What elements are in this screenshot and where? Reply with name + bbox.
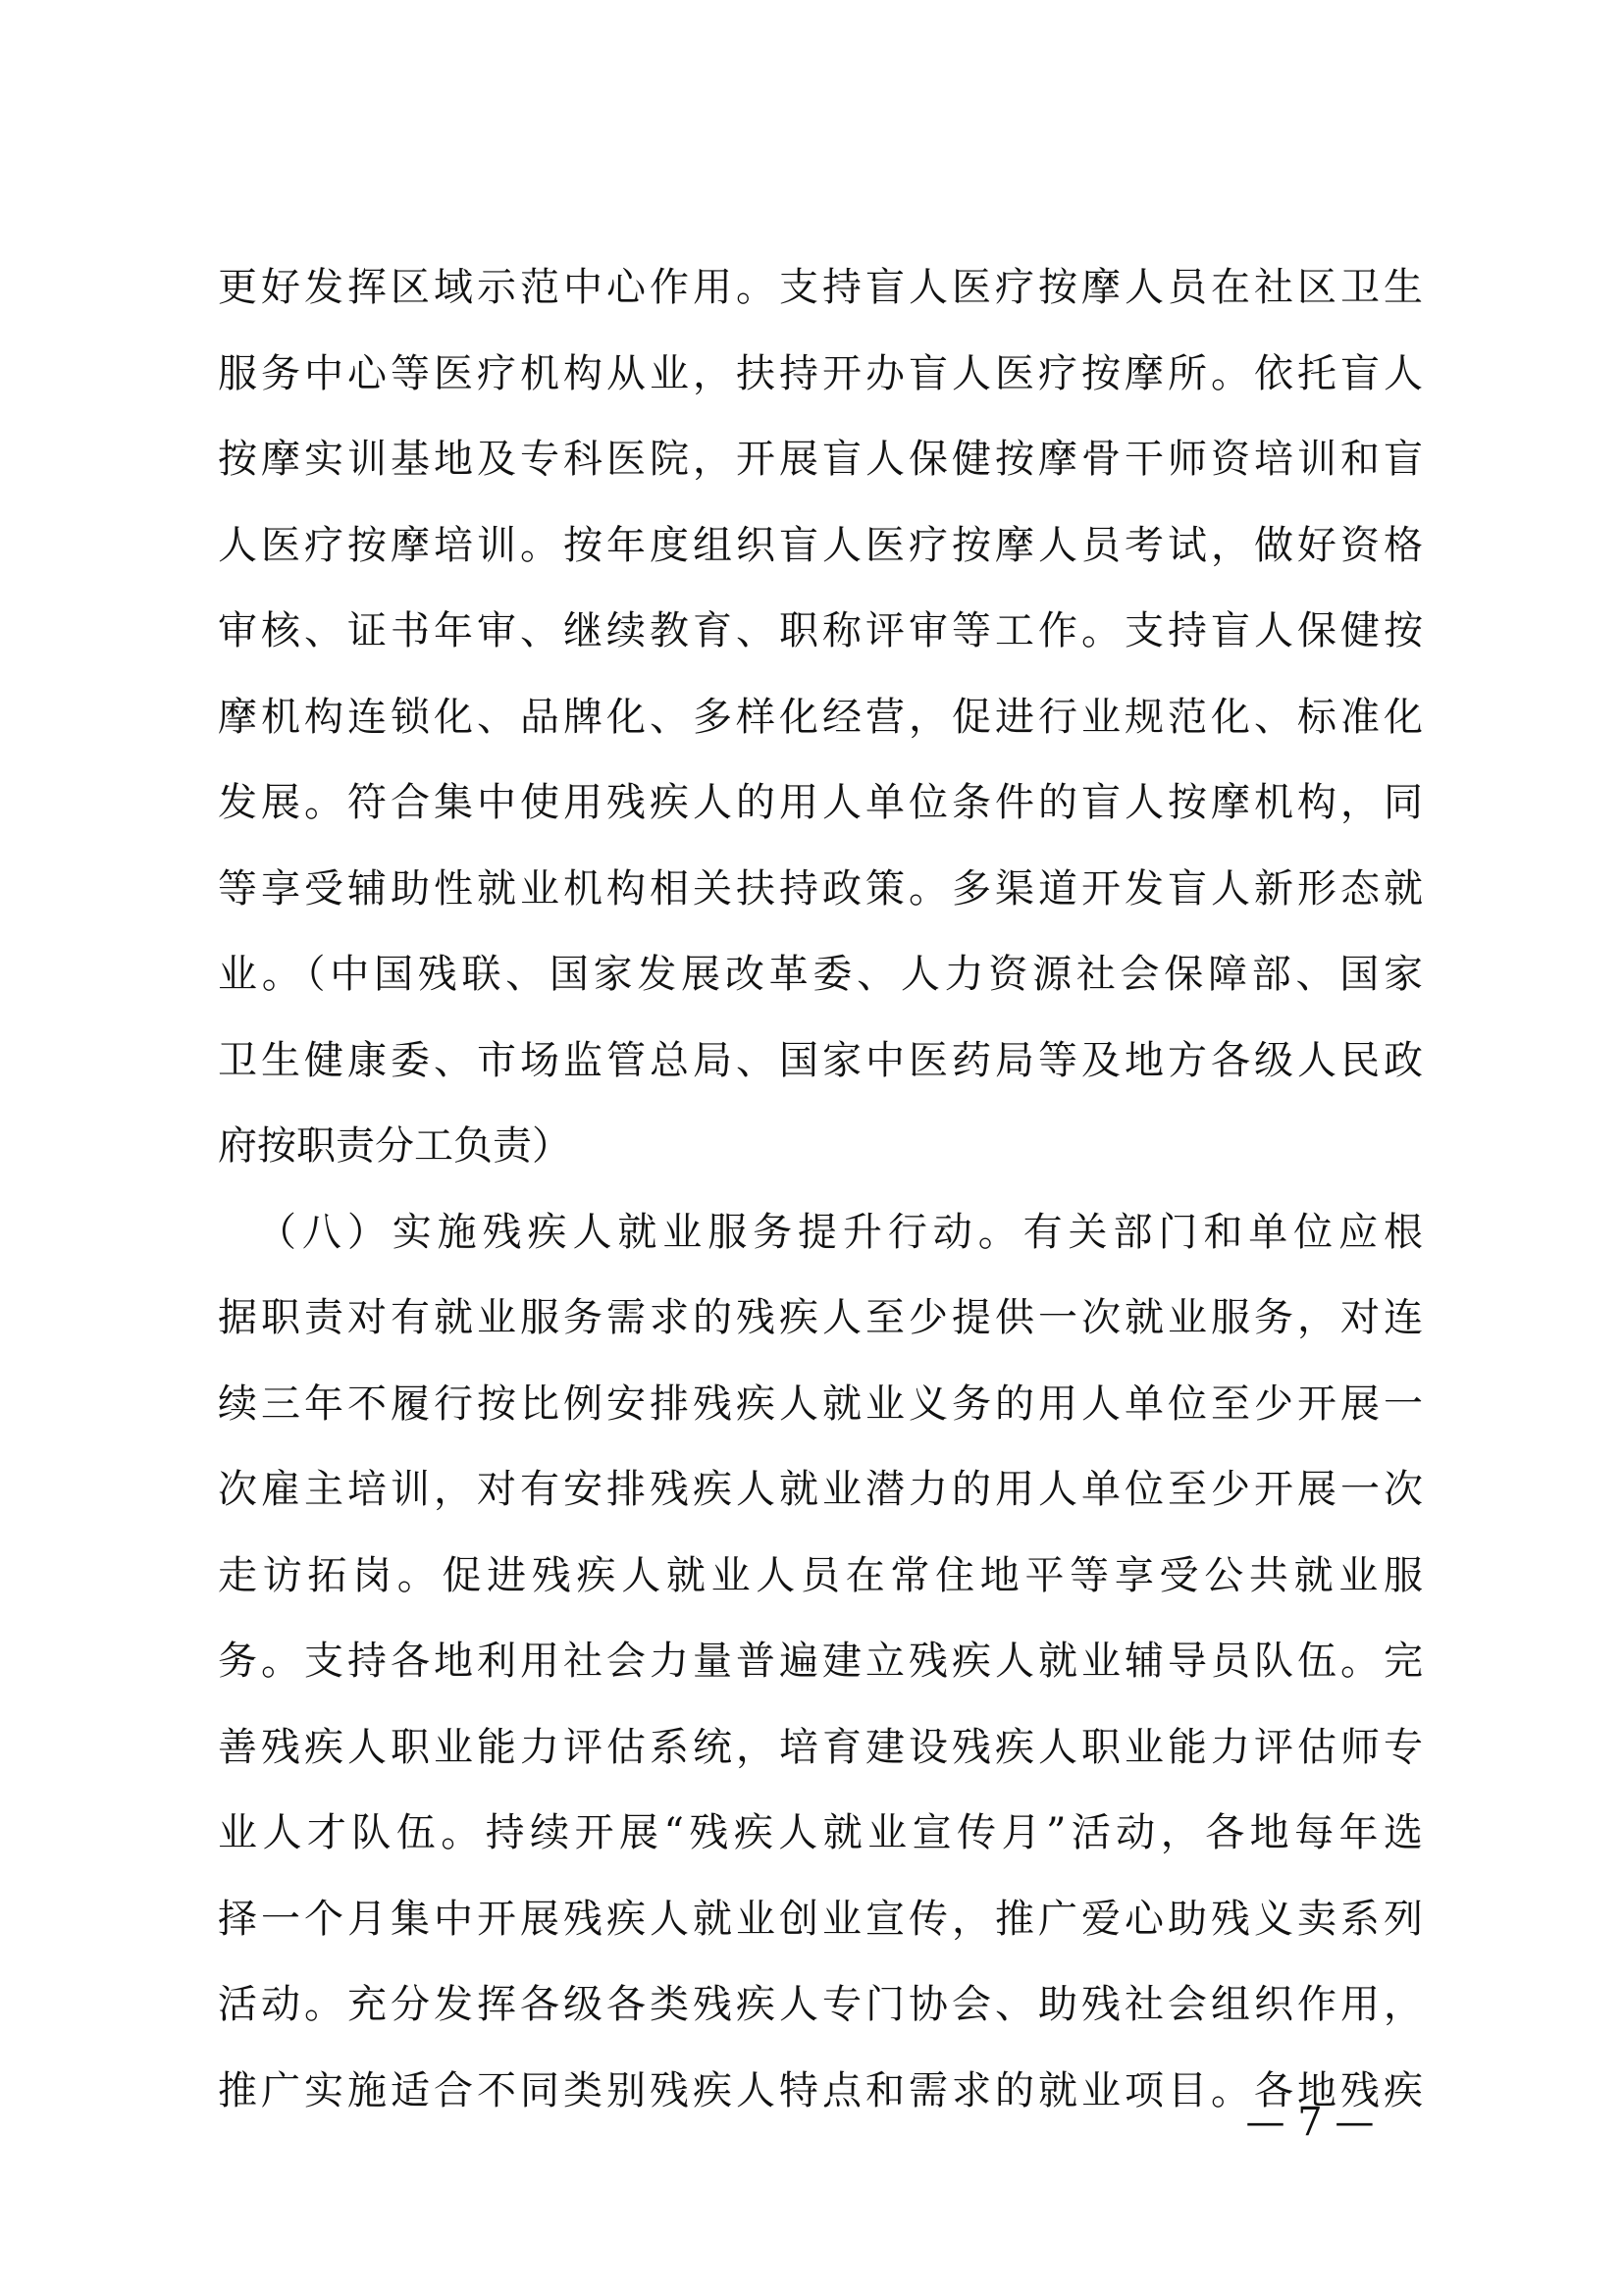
text-line: 摩机构连锁化、品牌化、多样化经营，促进行业规范化、标准化 <box>218 694 1423 740</box>
text-line: 审核、证书年审、继续教育、职称评审等工作。支持盲人保健按 <box>218 608 1423 653</box>
text-line: 卫生健康委、市场监管总局、国家中医药局等及地方各级人民政 <box>218 1037 1423 1083</box>
text-line: 务。支持各地利用社会力量普遍建立残疾人就业辅导员队伍。完 <box>218 1639 1423 1684</box>
text-line: 发展。符合集中使用残疾人的用人单位条件的盲人按摩机构，同 <box>218 780 1423 825</box>
text-line: 业。（中国残联、国家发展改革委、人力资源社会保障部、国家 <box>218 952 1423 997</box>
text-line: 推广实施适合不同类别残疾人特点和需求的就业项目。各地残疾 <box>218 2067 1423 2113</box>
text-line: 更好发挥区域示范中心作用。支持盲人医疗按摩人员在社区卫生 <box>218 265 1423 310</box>
page-number: — 7 — <box>1245 2100 1375 2145</box>
body-text <box>218 245 1423 2134</box>
text-line: 择一个月集中开展残疾人就业创业宣传，推广爱心助残义卖系列 <box>218 1896 1423 1942</box>
text-line: 次雇主培训，对有安排残疾人就业潜力的用人单位至少开展一次 <box>218 1467 1423 1512</box>
text-line: 走访拓岗。促进残疾人就业人员在常住地平等享受公共就业服 <box>218 1552 1423 1598</box>
text-line: 业人才队伍。持续开展“残疾人就业宣传月”活动，各地每年选 <box>218 1810 1423 1855</box>
text-line: 善残疾人职业能力评估系统，培育建设残疾人职业能力评估师专 <box>218 1724 1423 1770</box>
text-line: 府按职责分工负责） <box>218 1123 571 1169</box>
text-line: 活动。充分发挥各级各类残疾人专门协会、助残社会组织作用， <box>218 1982 1423 2027</box>
text-line: 人医疗按摩培训。按年度组织盲人医疗按摩人员考试，做好资格 <box>218 522 1423 568</box>
text-line: 续三年不履行按比例安排残疾人就业义务的用人单位至少开展一 <box>218 1381 1423 1427</box>
text-line: 服务中心等医疗机构从业，扶持开办盲人医疗按摩所。依托盲人 <box>218 350 1423 396</box>
section-heading-line: （八）实施残疾人就业服务提升行动。有关部门和单位应根 <box>257 1209 1423 1255</box>
text-line: 等享受辅助性就业机构相关扶持政策。多渠道开发盲人新形态就 <box>218 865 1423 912</box>
text-line: 按摩实训基地及专科医院，开展盲人保健按摩骨干师资培训和盲 <box>218 437 1423 482</box>
text-line: 据职责对有就业服务需求的残疾人至少提供一次就业服务，对连 <box>218 1295 1423 1340</box>
